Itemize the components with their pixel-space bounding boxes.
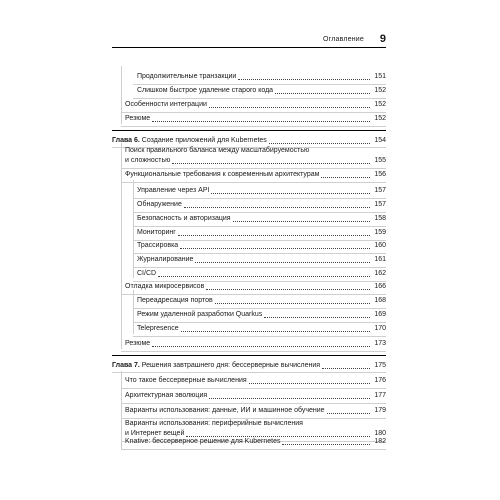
toc-entry-label-line2: и Интернет вещей [125, 430, 185, 437]
toc-dot-leader [264, 317, 370, 318]
toc-page-number: 177 [374, 392, 386, 399]
toc-entry-label: Управление через API [137, 187, 210, 194]
toc-page-number: 169 [374, 311, 386, 318]
toc-page-number: 180 [374, 430, 386, 437]
toc-separator [121, 388, 386, 389]
toc-dot-leader [184, 207, 370, 208]
toc-separator [121, 168, 386, 169]
toc-entry-label: Поиск правильного баланса между масштабируемостью [125, 147, 310, 154]
toc-page-number: 173 [374, 340, 386, 347]
chapter-title: Создание приложений для Kubernetes [139, 137, 267, 144]
toc-separator [133, 322, 386, 323]
toc-separator [121, 403, 386, 404]
toc-entry-label: Слишком быстрое удаление старого кода [137, 87, 274, 94]
toc-entry-label: Функциональные требования к современным архитектурам [125, 171, 320, 178]
toc-dot-leader [178, 235, 370, 236]
toc-separator [133, 198, 386, 199]
toc-page-number: 157 [374, 187, 386, 194]
toc-separator [121, 294, 386, 295]
toc-dot-leader [195, 262, 370, 263]
toc-dot-leader [206, 289, 370, 290]
chapter-prefix: Глава 6. [112, 137, 140, 144]
chapter-underline [112, 372, 386, 373]
toc-dot-leader [209, 107, 370, 108]
toc-entry-label: Обнаружение [137, 201, 182, 208]
toc-page-number: 182 [374, 438, 386, 445]
toc-dot-leader [269, 143, 370, 144]
toc-separator [133, 98, 386, 99]
toc-separator [133, 267, 386, 268]
toc-page-number: 154 [374, 137, 386, 144]
toc-guide-line [133, 180, 134, 278]
chapter-rule [112, 130, 386, 131]
toc-dot-leader [158, 276, 370, 277]
toc-dot-leader [209, 398, 370, 399]
toc-dot-leader [172, 163, 370, 164]
toc-entry-label: Мониторинг [137, 229, 176, 236]
toc-dot-leader [152, 121, 370, 122]
toc-page-number: 160 [374, 242, 386, 249]
toc-separator [121, 112, 386, 113]
chapter-title: Решения завтрашнего дня: бессерверные вычисления [139, 362, 321, 369]
toc-entry-label: Knative: бессерверное решение для Kubernetes [125, 438, 281, 445]
toc-separator [121, 351, 386, 352]
toc-dot-leader [233, 221, 370, 222]
toc-entry-label: Резюме [125, 115, 151, 122]
toc-entry-label: Переадресация портов [137, 297, 213, 304]
toc-entry-label: Архитектурная эволюция [125, 392, 208, 399]
toc-page-number: 176 [374, 377, 386, 384]
toc-entry-label: Особенности интеграции [125, 101, 207, 108]
toc-entry-label: Варианты использования: данные, ИИ и машинное обучение [125, 407, 325, 414]
toc-page-number: 179 [374, 407, 386, 414]
toc-guide-line [133, 290, 134, 334]
toc-separator [133, 84, 386, 85]
toc-dot-leader [321, 177, 370, 178]
toc-guide-line [121, 66, 122, 124]
toc-entry-label: Варианты использования: периферийные вычисления [125, 420, 303, 427]
toc-dot-leader [249, 383, 370, 384]
toc-separator [121, 182, 386, 183]
toc-page-number: 157 [374, 201, 386, 208]
toc-entry-label: Продолжительные транзакции [137, 73, 237, 80]
toc-entry-label: Что такое бессерверные вычисления [125, 377, 247, 384]
chapter-prefix: Глава 7. [112, 362, 140, 369]
toc-entry-label: Безопасность и авторизация [137, 215, 231, 222]
toc-guide-line [121, 143, 122, 349]
toc-dot-leader [238, 79, 370, 80]
toc-entry-label: Трассировка [137, 242, 179, 249]
toc-entry-label: CI/CD [137, 270, 157, 277]
toc-page-number: 159 [374, 229, 386, 236]
toc-entry-label: Резюме [125, 340, 151, 347]
header-title: Оглавление [322, 36, 364, 43]
toc-page-number: 161 [374, 256, 386, 263]
toc-entry-label-line2: и сложностью [125, 157, 171, 164]
toc-page-number: 175 [374, 362, 386, 369]
toc-page-number: 170 [374, 325, 386, 332]
toc-entry-label: Журналирование [137, 256, 194, 263]
table-of-contents [112, 0, 386, 500]
toc-dot-leader [180, 248, 370, 249]
toc-separator [121, 126, 386, 127]
toc-page-number: 155 [374, 157, 386, 164]
toc-page-number: 152 [374, 87, 386, 94]
toc-entry-label [112, 361, 320, 371]
toc-page-number: 166 [374, 283, 386, 290]
toc-separator [133, 336, 386, 337]
toc-dot-leader [322, 368, 370, 369]
toc-guide-line [121, 371, 122, 450]
toc-dot-leader [211, 193, 370, 194]
toc-page-number: 168 [374, 297, 386, 304]
toc-dot-leader [181, 331, 370, 332]
toc-page-number: 162 [374, 270, 386, 277]
header-page-number: 9 [379, 33, 386, 45]
toc-page-number: 158 [374, 215, 386, 222]
chapter-rule [112, 355, 386, 356]
toc-dot-leader [282, 444, 370, 445]
toc-entry-label [112, 136, 267, 146]
toc-dot-leader [275, 93, 370, 94]
toc-separator [133, 253, 386, 254]
toc-entry-label: Отладка микросервисов [125, 283, 205, 290]
toc-separator [133, 226, 386, 227]
toc-dot-leader [152, 346, 370, 347]
toc-page-number: 156 [374, 171, 386, 178]
toc-dot-leader [327, 413, 370, 414]
toc-entry-label: Режим удаленной разработки Quarkus [137, 311, 263, 318]
toc-page-number: 152 [374, 115, 386, 122]
toc-page-number: 151 [374, 73, 386, 80]
toc-page-number: 152 [374, 101, 386, 108]
toc-separator [121, 449, 386, 450]
toc-separator [133, 308, 386, 309]
toc-entry-label: Telepresence [137, 325, 179, 332]
toc-dot-leader [215, 303, 370, 304]
toc-separator [133, 212, 386, 213]
